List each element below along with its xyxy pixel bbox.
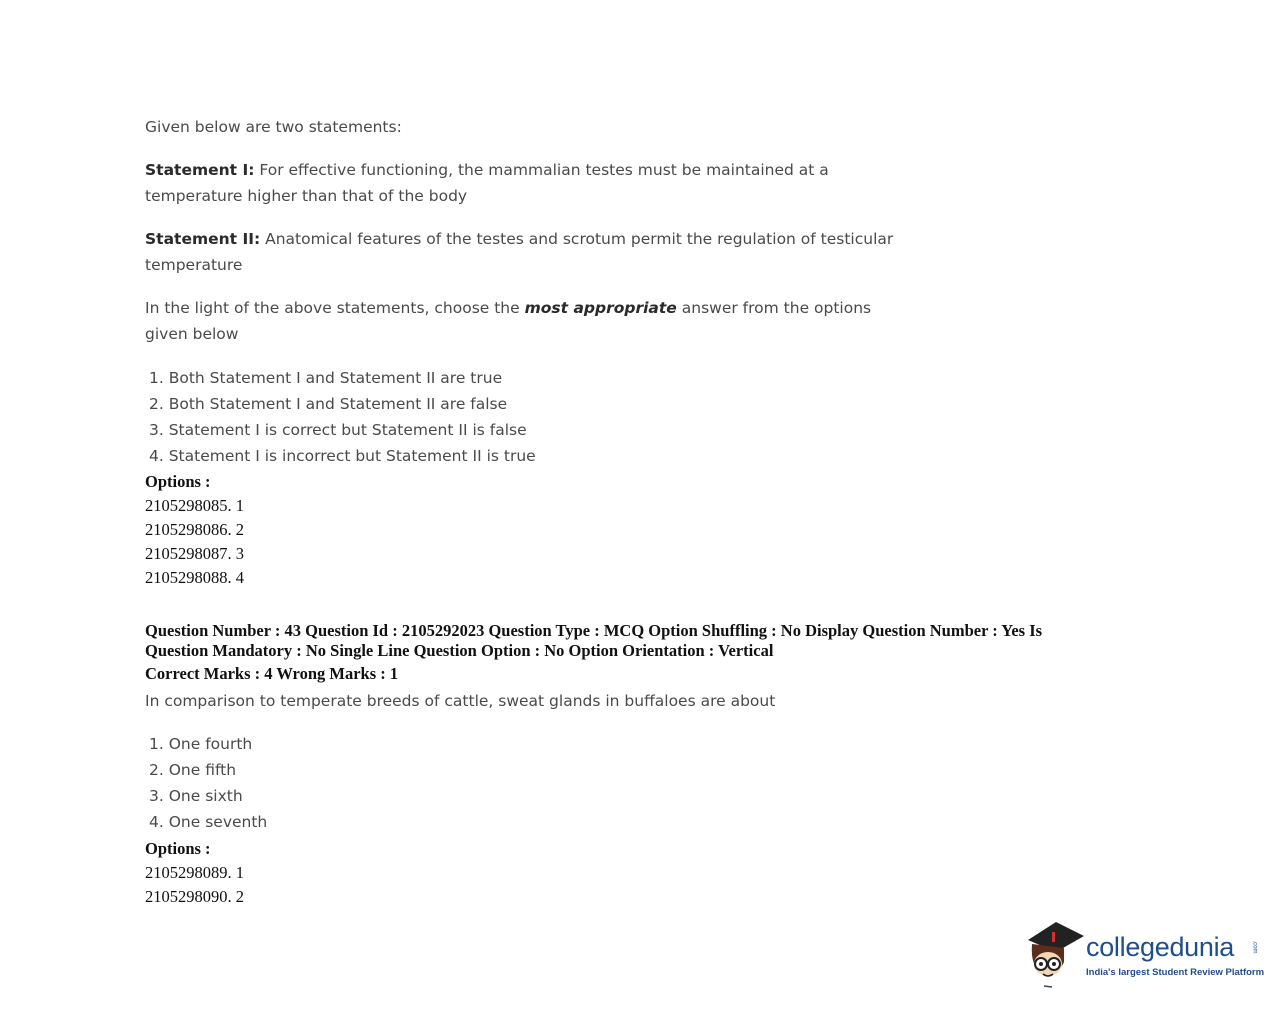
q42-prompt-pre: In the light of the above statements, choose the [145, 299, 525, 317]
q42-options-label: Options : [145, 472, 211, 491]
q42-option: 2105298087. 3 [145, 544, 244, 563]
q43-question: In comparison to temperate breeds of cattle, sweat glands in buffaloes are about [145, 692, 776, 710]
collegedunia-logo [1024, 918, 1264, 990]
q43-options-label: Options : [145, 839, 211, 858]
q43-meta-line: Question Mandatory : No Single Line Question Option : No Option Orientation : Vertical [145, 641, 774, 660]
q42-statement-1-text: For effective functioning, the mammalian testes must be maintained at a [254, 161, 829, 179]
q42-prompt-post: answer from the options [676, 299, 872, 317]
q42-option-list [145, 494, 244, 590]
mascot-icon [1024, 918, 1086, 990]
q43-choice-list [149, 731, 267, 835]
q42-intro: Given below are two statements: [145, 118, 402, 136]
q43-choice: 3. One sixth [149, 787, 243, 805]
q42-choice: 4. Statement I is incorrect but Statement II is true [149, 447, 536, 465]
q43-meta-line: Question Number : 43 Question Id : 2105292023 Question Type : MCQ Option Shuffling : No Display Question Number : Yes Is [145, 621, 1043, 640]
logo-wordmark: collegedunia [1086, 932, 1235, 962]
q43-option-list [145, 861, 244, 909]
q42-statement-1-text-cont: temperature higher than that of the body [145, 187, 468, 205]
q43-marks: Correct Marks : 4 Wrong Marks : 1 [145, 664, 399, 683]
q42-statement-1-label: Statement I: [145, 161, 255, 179]
q43-choice: 1. One fourth [149, 735, 253, 753]
q42-statement-1 [145, 157, 829, 209]
q42-statement-2-label: Statement II: [145, 230, 261, 248]
logo-tagline: India's largest Student Review Platform [1086, 967, 1265, 978]
q42-statement-2 [145, 226, 893, 278]
q43-choice: 2. One fifth [149, 761, 237, 779]
q42-statement-2-text: Anatomical features of the testes and scrotum permit the regulation of testicular [260, 230, 894, 248]
logo-suffix: .com [1251, 940, 1258, 954]
q43-meta [145, 621, 1125, 661]
q42-statement-2-text-cont: temperature [145, 256, 243, 274]
q43-choice: 4. One seventh [149, 813, 268, 831]
q43-option: 2105298090. 2 [145, 887, 244, 906]
q42-choice-list [149, 365, 536, 469]
q42-choice: 1. Both Statement I and Statement II are true [149, 369, 503, 387]
q42-choice: 3. Statement I is correct but Statement II is false [149, 421, 527, 439]
q42-option: 2105298086. 2 [145, 520, 244, 539]
q42-option: 2105298085. 1 [145, 496, 244, 515]
q42-prompt-cont: given below [145, 325, 239, 343]
q42-choice: 2. Both Statement I and Statement II are false [149, 395, 508, 413]
q42-option: 2105298088. 4 [145, 568, 244, 587]
q43-option: 2105298089. 1 [145, 863, 244, 882]
q42-prompt [145, 295, 871, 347]
q42-prompt-emphasis: most appropriate [524, 299, 677, 317]
